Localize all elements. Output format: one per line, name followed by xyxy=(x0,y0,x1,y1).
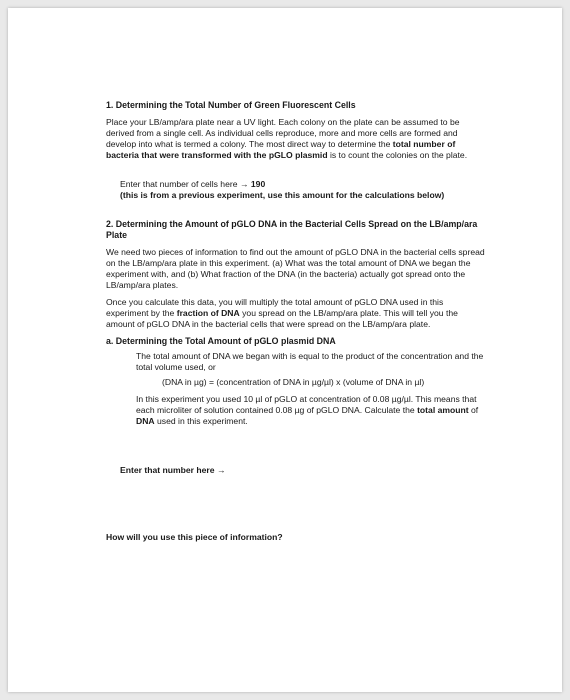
section1-title: 1. Determining the Total Number of Green Fluorescent Cells xyxy=(106,100,356,110)
followup-question xyxy=(106,532,486,543)
section1-text-c: is to count the colonies on the plate. xyxy=(327,150,468,160)
dna-formula: (DNA in µg) = (concentration of DNA in µg/µl) x (volume of DNA in µl) xyxy=(162,377,425,387)
previous-experiment-note-text: (this is from a previous experiment, use this amount for the calculations below) xyxy=(120,190,445,200)
total-dna-entry-label: Enter that number here → xyxy=(120,465,226,475)
section2-p2-text-a: Once you calculate this data, you will multiply the total amount of pGLO DNA used in this experiment by the xyxy=(106,297,444,318)
document-page xyxy=(8,8,562,692)
section2-paragraph1: We need two pieces of information to find out the amount of pGLO DNA in the bacterial cells spread on the LB/amp/ara plate in this experiment. (a) What was the total amount of DNA we began the experiment with, and (b) What fraction of the DNA (in the bacteria) actually got spread onto the LB/amp/ara plates. xyxy=(106,247,485,290)
section1-paragraph xyxy=(106,117,486,161)
section1-text-bold: total number of bacteria that were transformed with the pGLO plasmid xyxy=(106,139,456,160)
section-a-p2-bold-2: DNA xyxy=(136,416,155,426)
cell-count-line xyxy=(106,179,486,190)
section2-paragraph2 xyxy=(106,297,486,330)
section2-p2-text-c: you spread on the LB/amp/ara plate. This will tell you the amount of pGLO DNA in the bacterial cells that were spread on the LB/amp/ara plate. xyxy=(106,308,458,329)
followup-question-text: How will you use this piece of information? xyxy=(106,532,283,542)
section-a-p2-text-e: used in this experiment. xyxy=(154,416,248,426)
section1-text-a: Place your LB/amp/ara plate near a UV light. Each colony on the plate can be assumed to be derived from a single cell. As individual cells reproduce, more and more cells are formed and develop into what is termed a colony. The most direct way to determine the xyxy=(106,117,460,149)
section-a-title: a. Determining the Total Amount of pGLO plasmid DNA xyxy=(106,336,336,346)
section-a-paragraph2 xyxy=(106,394,486,427)
cell-count-value: 190 xyxy=(250,179,266,189)
section-a-p2-text-a: In this experiment you used 10 µl of pGLO at concentration of 0.08 µg/µl. This means that each microliter of solution contained 0.08 µg of pGLO DNA. Calculate the xyxy=(136,394,477,415)
document-content xyxy=(106,100,486,543)
previous-experiment-note xyxy=(106,190,486,201)
section2-p2-bold: fraction of DNA xyxy=(176,308,240,318)
section-a-p2-bold-1: total amount xyxy=(417,405,469,415)
section2-title: 2. Determining the Amount of pGLO DNA in the Bacterial Cells Spread on the LB/amp/ara Plate xyxy=(106,219,478,240)
cell-count-label: Enter that number of cells here → xyxy=(120,179,251,189)
total-dna-entry-line xyxy=(106,465,486,476)
section-a-p2-text-c: of xyxy=(468,405,479,415)
section-a-paragraph1: The total amount of DNA we began with is equal to the product of the concentration and the total volume used, or xyxy=(136,351,484,372)
